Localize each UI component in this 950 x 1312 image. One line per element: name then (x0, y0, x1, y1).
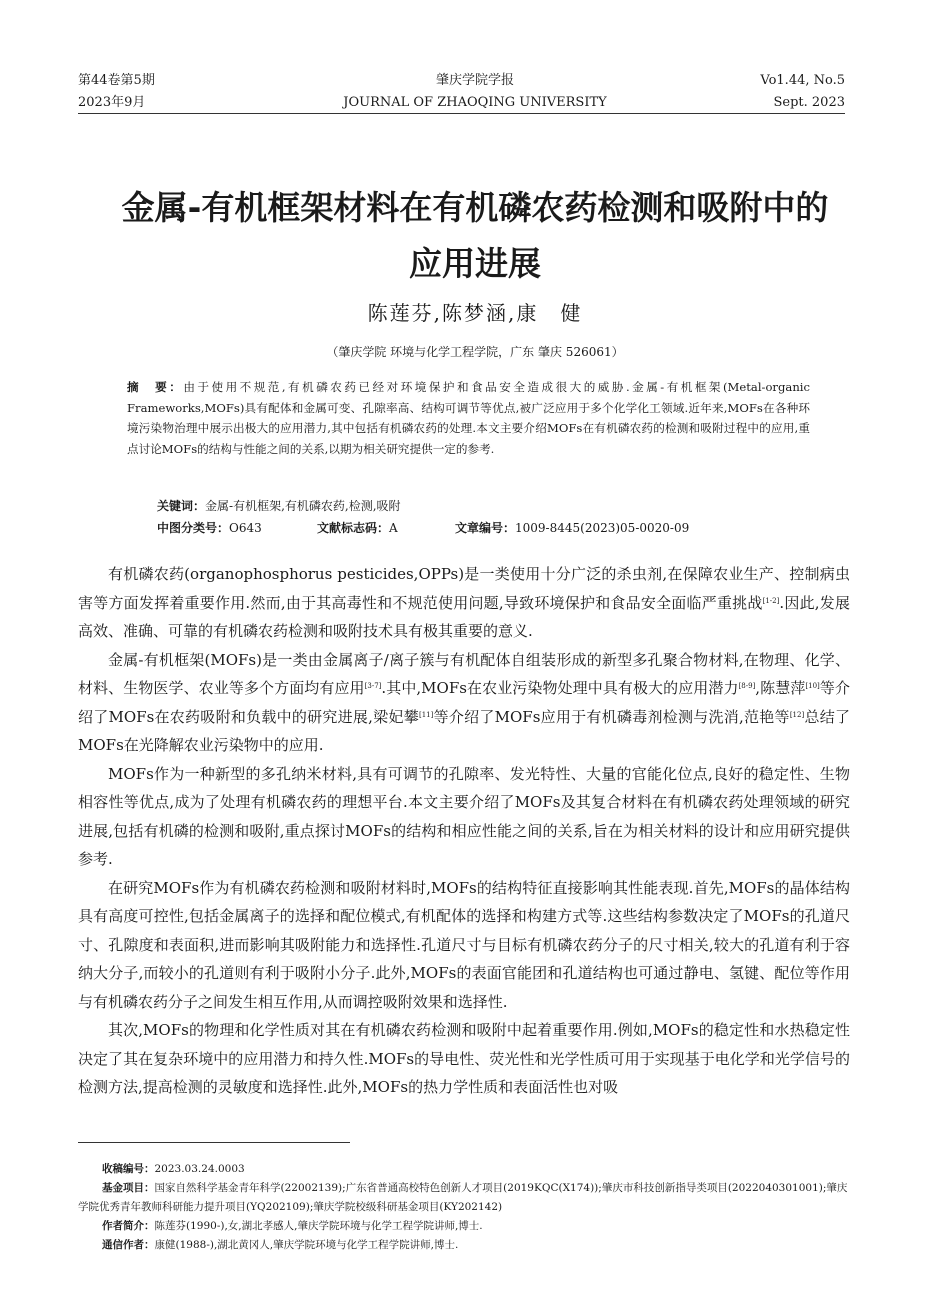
authors: 陈莲芬,陈梦涵,康 健 (367, 301, 583, 325)
publication-date-en: Sept. 2023 (773, 95, 845, 110)
clc-number (157, 520, 262, 536)
article-number (455, 520, 689, 536)
document-code (317, 520, 398, 536)
citation: [11] (418, 710, 434, 719)
journal-name-en: JOURNAL OF ZHAOQING UNIVERSITY (343, 95, 607, 110)
article-title-line1: 金属-有机框架材料在有机磷农药检测和吸附中的 (121, 188, 829, 227)
affiliation: （肇庆学院 环境与化学工程学院，广东 肇庆 526061） (326, 345, 624, 359)
abstract-text: 由于使用不规范,有机磷农药已经对环境保护和食品安全造成很大的威胁.金属-有机框架(Metal-organic Frameworks,MOFs)具有配体和金属可变、孔隙率高、结构可调节等优点,被广泛应用于多个化学化工领域.近年来,MOFs在各种环境污染物治理中展示出极大的应用潜力,其中包括有机磷农药的处理.本文主要介绍MOFs在有机磷农药的检测和吸附过程中的应用,重点讨论MOFs的结构与性能之间的关系,以期为相关研究提供一定的参考. (127, 380, 810, 456)
volume-issue: 第44卷第5期 (78, 73, 155, 88)
article-number-value: 1009-8445(2023)05-0020-09 (515, 521, 690, 535)
abstract-label: 摘 要： (127, 380, 184, 394)
paragraph-1: 有机磷农药(organophosphorus pesticides,OPPs)是一类使用十分广泛的杀虫剂,在保障农业生产、控制病虫害等方面发挥着重要作用.然而,由于其高毒性和不规范使用问题,导致环境保护和食品安全面临严重挑战[1-2].因此,发展高效、准确、可靠的有机磷农药检测和吸附技术具有极其重要的意义. (78, 565, 850, 640)
citation: [8-9] (738, 682, 756, 690)
volume-issue-en: Vo1.44, No.5 (760, 73, 845, 88)
keywords-label: 关键词： (157, 499, 206, 513)
paragraph-5: 其次,MOFs的物理和化学性质对其在有机磷农药检测和吸附中起着重要作用.例如,MOFs的稳定性和水热稳定性决定了其在复杂环境中的应用潜力和持久性.MOFs的导电性、荧光性和光学性质可用于实现基于电化学和光学信号的检测方法,提高检测的灵敏度和选择性.此外,MOFs的热力学性质和表面活性也对吸 (78, 1021, 850, 1096)
paragraph-3: MOFs作为一种新型的多孔纳米材料,具有可调节的孔隙率、发光特性、大量的官能化位点,良好的稳定性、生物相容性等优点,成为了处理有机磷农药的理想平台.本文主要介绍了MOFs及其复合材料在有机磷农药处理领域的研究进展,包括有机磷的检测和吸附,重点探讨MOFs的结构和相应性能之间的关系,旨在为相关材料的设计和应用研究提供参考. (78, 764, 850, 868)
journal-name-cn: 肇庆学院学报 (435, 73, 514, 88)
footnote-funding: 基金项目：国家自然科学基金青年科学(22002139);广东省普通高校特色创新人才项目(2019KQC(X174));肇庆市科技创新指导类项目(2022040301001);肇庆学院优秀青年教师科研能力提升项目(YQ202109);肇庆学院校级科研基金项目(KY202142) (78, 1182, 848, 1213)
keywords-text: 金属-有机框架,有机磷农药,检测,吸附 (205, 499, 401, 513)
body-text (78, 560, 850, 1102)
footnote-rule (78, 1142, 350, 1143)
article-title-line2: 应用进展 (409, 244, 541, 283)
doc-code-value: A (389, 521, 398, 535)
keywords (157, 498, 401, 514)
footnotes (78, 1160, 850, 1255)
citation: [12] (789, 710, 805, 719)
publication-date-cn: 2023年9月 (78, 95, 146, 110)
footnote-author-bio: 作者简介：陈莲芬(1990-),女,湖北孝感人,肇庆学院环境与化学工程学院讲师,博士. (102, 1220, 483, 1232)
abstract (127, 377, 810, 459)
doc-code-label: 文献标志码： (317, 521, 390, 535)
footnote-corresponding-author: 通信作者：康健(1988-),湖北黄冈人,肇庆学院环境与化学工程学院讲师,博士. (102, 1239, 459, 1251)
clc-label: 中图分类号： (157, 521, 230, 535)
paragraph-2: 金属-有机框架(MOFs)是一类由金属离子/离子簇与有机配体自组装形成的新型多孔聚合物材料,在物理、化学、材料、生物医学、农业等多个方面均有应用[3-7].其中,MOFs在农业污染物处理中具有极大的应用潜力[8-9],陈慧萍[10]等介绍了MOFs在农药吸附和负载中的研究进展,梁妃攀[11]等介绍了MOFs应用于有机磷毒剂检测与洗消,范艳等[12]总结了MOFs在光降解农业污染物中的应用. (78, 650, 850, 754)
clc-value: O643 (229, 521, 262, 535)
footnote-received: 收稿编号：2023.03.24.0003 (102, 1163, 245, 1175)
article-number-label: 文章编号： (455, 521, 516, 535)
paragraph-4: 在研究MOFs作为有机磷农药检测和吸附材料时,MOFs的结构特征直接影响其性能表现.首先,MOFs的晶体结构具有高度可控性,包括金属离子的选择和配位模式,有机配体的选择和构建方式等.这些结构参数决定了MOFs的孔道尺寸、孔隙度和表面积,进而影响其吸附能力和选择性.孔道尺寸与目标有机磷农药分子的尺寸相关,较大的孔道有利于容纳大分子,而较小的孔道则有利于吸附小分子.此外,MOFs的表面官能团和孔道结构也可通过静电、氢键、配位等作用与有机磷农药分子之间发生相互作用,从而调控吸附效果和选择性. (78, 878, 850, 1011)
header-rule (78, 113, 845, 114)
citation: [1-2] (762, 596, 780, 605)
citation: [3-7] (364, 682, 382, 690)
citation: [10] (805, 682, 820, 690)
